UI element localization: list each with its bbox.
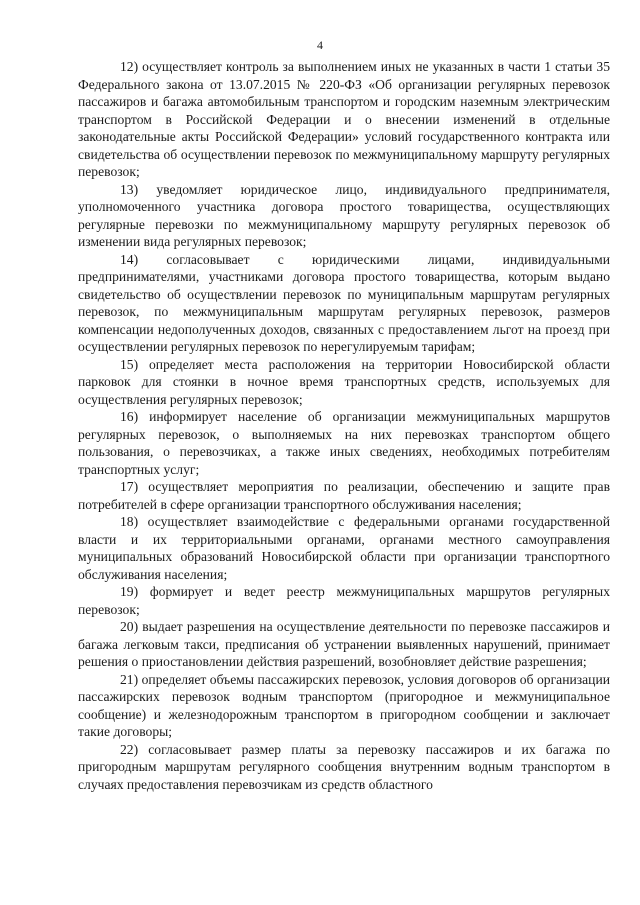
paragraph-item-20: 20) выдает разрешения на осуществление деятельности по перевозке пассажиров и багажа легковым такси, предписания об устранении выявленных нарушений, принимает решения о приостановлении действия разрешений, возобновляет действие разрешения; [78, 619, 610, 669]
paragraph-item-13: 13) уведомляет юридическое лицо, индивидуального предпринимателя, уполномоченного участника договора простого товарищества, осуществляющих регулярные перевозки по межмуниципальному маршруту регулярных перевозок об изменении вида регулярных перевозок; [78, 181, 610, 249]
paragraph-item-22: 22) согласовывает размер платы за перевозку пассажиров и их багажа по пригородным маршрутам регулярного сообщения внутренним водным транспортом в случаях предоставления перевозчикам из средств областного [78, 741, 610, 792]
paragraph-item-19: 19) формирует и ведет реестр межмуниципальных маршрутов регулярных перевозок; [78, 584, 610, 617]
paragraph-item-18: 18) осуществляет взаимодействие с федеральными органами государственной власти и их территориальными органами, органами местного самоуправления муниципальных образований Новосибирской области при организации транспортного обслуживания населения; [78, 514, 610, 582]
paragraph-item-15: 15) определяет места расположения на территории Новосибирской области парковок для стоянки в ночное время транспортных средств, используемых для осуществления регулярных перевозок; [78, 356, 610, 407]
paragraph-item-17: 17) осуществляет мероприятия по реализации, обеспечению и защите прав потребителей в сфере организации транспортного обслуживания населения; [78, 479, 610, 512]
paragraph-item-21: 21) определяет объемы пассажирских перевозок, условия договоров об организации пассажирских перевозок водным транспортом (пригородное и межмуниципальное сообщение) и железнодорожным транспортом в пригородном сообщении и заключает такие договоры; [78, 671, 610, 739]
paragraph-item-12: 12) осуществляет контроль за выполнением иных не указанных в части 1 статьи 35 Федерального закона от 13.07.2015 № 220-ФЗ «Об организации регулярных перевозок пассажиров и багажа автомобильным транспортом и городским наземным электрическим транспортом в Российской Федерации и о внесении изменений в отдельные законодательные акты Российской Федерации» условий государственного контракта или свидетельства об осуществлении перевозок по межмуниципальному маршруту регулярных перевозок; [78, 59, 610, 179]
paragraph-item-16: 16) информирует население об организации межмуниципальных маршрутов регулярных перевозок, о выполняемых на них перевозках транспортом общего пользования, о перевозчиках, а также иных сведениях, необходимых потребителям транспортных услуг; [78, 409, 610, 477]
page-number: 4 [317, 38, 323, 52]
paragraph-item-14: 14) согласовывает с юридическими лицами, индивидуальными предпринимателями, участниками договора простого товарищества, которым выдано свидетельство об осуществлении перевозок по муниципальным маршрутам регулярных перевозок, по межмуниципальным маршрутам регулярных перевозок, размеров компенсации недополученных доходов, связанных с предоставлением льгот на проезд при осуществлении регулярных перевозок по нерегулируемым тарифам; [78, 251, 610, 354]
document-body [78, 58, 610, 793]
